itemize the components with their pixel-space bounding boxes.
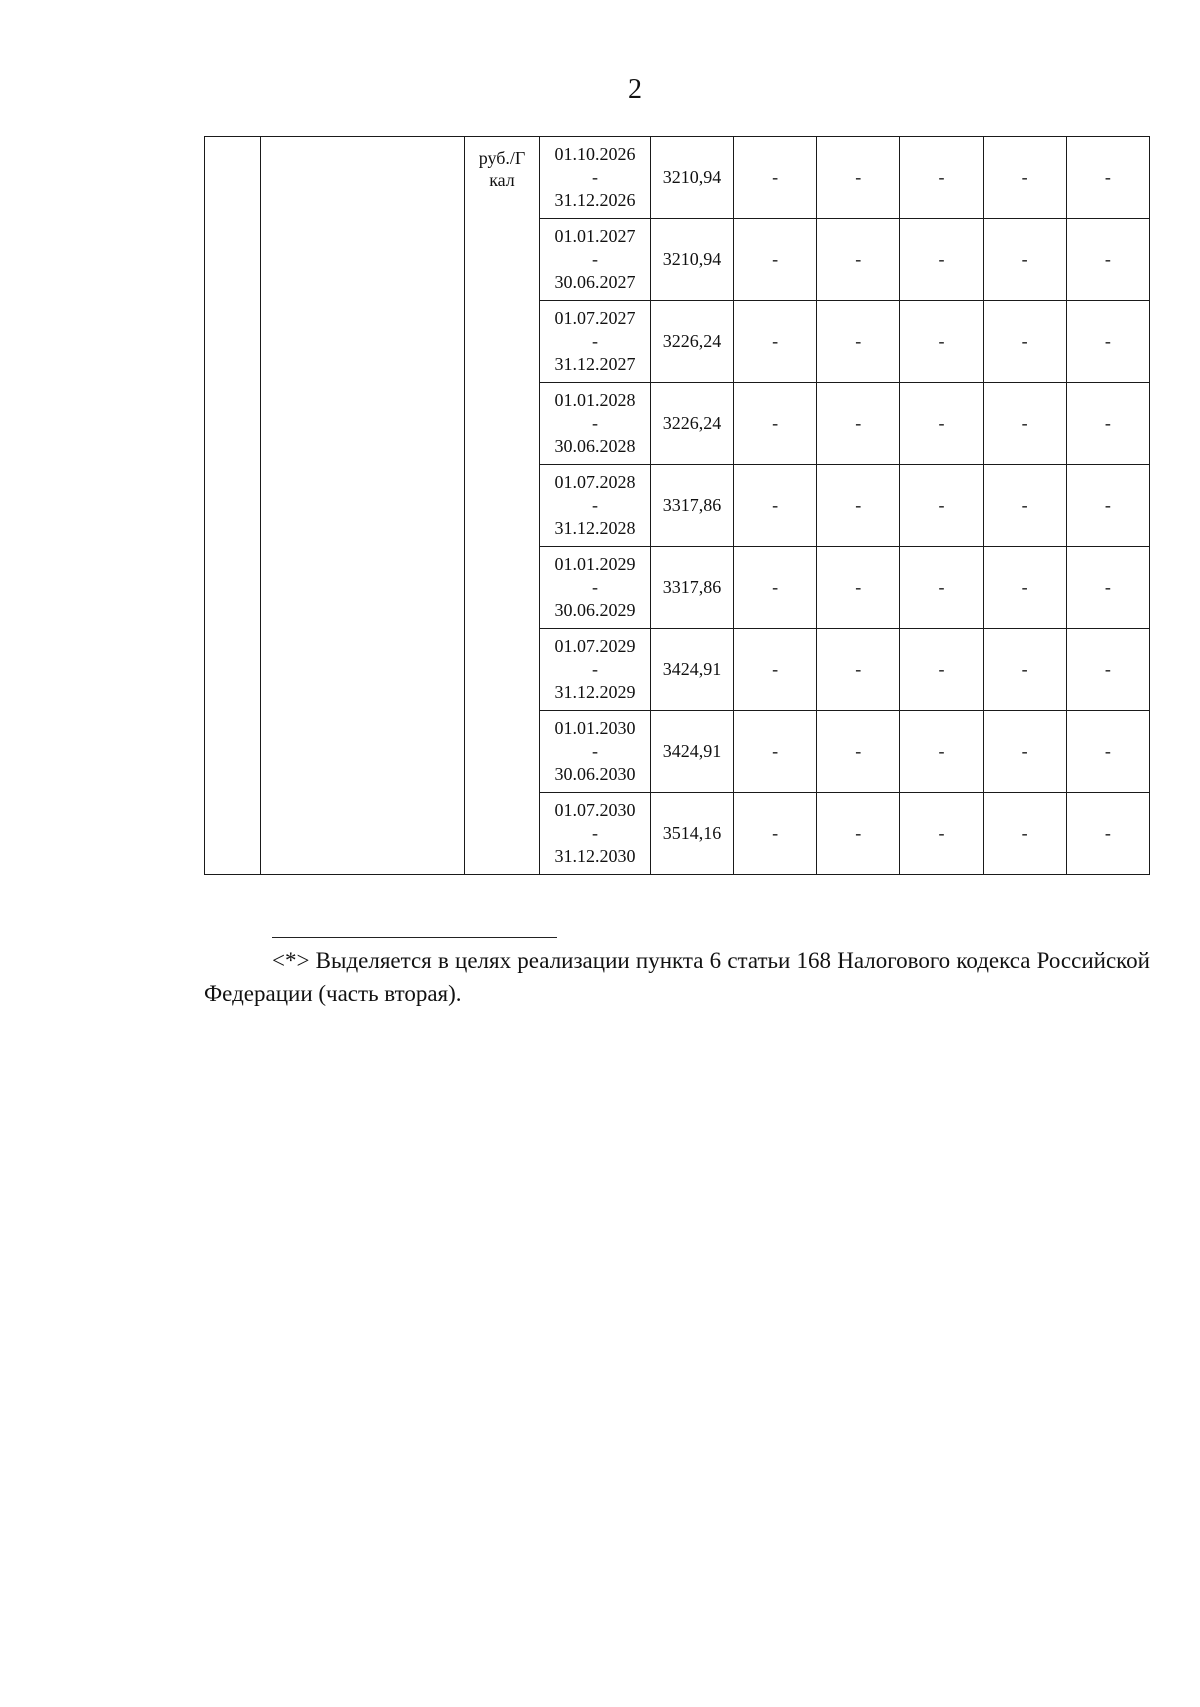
empty-value-cell: -: [900, 383, 983, 465]
empty-value-cell: -: [734, 547, 817, 629]
tariff-value-cell: 3226,24: [651, 301, 734, 383]
period-cell: [540, 547, 651, 629]
period-from: 01.07.2027: [554, 308, 636, 328]
empty-value-cell: -: [900, 629, 983, 711]
period-to: 30.06.2029: [554, 600, 636, 620]
period-cell: [540, 137, 651, 219]
empty-value-cell: -: [734, 219, 817, 301]
row-number-cell: [205, 137, 261, 875]
empty-value-cell: -: [983, 547, 1066, 629]
period-cell: [540, 383, 651, 465]
empty-value-cell: -: [817, 219, 900, 301]
period-to: 31.12.2029: [554, 682, 636, 702]
tariff-table-body: [205, 137, 1150, 875]
empty-value-cell: -: [983, 219, 1066, 301]
empty-value-cell: -: [734, 301, 817, 383]
period-cell: [540, 465, 651, 547]
empty-value-cell: -: [1066, 219, 1149, 301]
period-sep: -: [592, 823, 598, 843]
empty-value-cell: -: [900, 219, 983, 301]
tariff-value-cell: 3226,24: [651, 383, 734, 465]
empty-value-cell: -: [817, 629, 900, 711]
empty-value-cell: -: [1066, 793, 1149, 875]
period-to: 31.12.2028: [554, 518, 636, 538]
period-to: 31.12.2030: [554, 846, 636, 866]
empty-value-cell: -: [983, 711, 1066, 793]
period-sep: -: [592, 741, 598, 761]
period-sep: -: [592, 413, 598, 433]
period-to: 31.12.2027: [554, 354, 636, 374]
empty-value-cell: -: [734, 629, 817, 711]
empty-value-cell: -: [817, 301, 900, 383]
period-sep: -: [592, 577, 598, 597]
tariff-value-cell: 3424,91: [651, 629, 734, 711]
tariff-value-cell: 3317,86: [651, 547, 734, 629]
empty-value-cell: -: [983, 465, 1066, 547]
period-from: 01.01.2027: [554, 226, 636, 246]
unit-cell: руб./Г кал: [465, 137, 540, 875]
period-cell: [540, 793, 651, 875]
empty-value-cell: -: [734, 137, 817, 219]
tariff-value-cell: 3514,16: [651, 793, 734, 875]
tariff-value-cell: 3210,94: [651, 137, 734, 219]
period-from: 01.07.2030: [554, 800, 636, 820]
footnote-text: <*> Выделяется в целях реализации пункта 6 статьи 168 Налогового кодекса Российской Федерации (часть вторая).: [204, 948, 1150, 1006]
empty-value-cell: -: [1066, 711, 1149, 793]
tariff-table: [204, 136, 1150, 875]
period-sep: -: [592, 495, 598, 515]
period-sep: -: [592, 659, 598, 679]
period-cell: [540, 219, 651, 301]
period-sep: -: [592, 331, 598, 351]
empty-value-cell: -: [734, 711, 817, 793]
period-sep: -: [592, 167, 598, 187]
period-from: 01.07.2028: [554, 472, 636, 492]
empty-value-cell: -: [900, 301, 983, 383]
period-from: 01.07.2029: [554, 636, 636, 656]
period-from: 01.01.2029: [554, 554, 636, 574]
empty-value-cell: -: [900, 793, 983, 875]
tariff-value-cell: 3424,91: [651, 711, 734, 793]
empty-value-cell: -: [983, 137, 1066, 219]
empty-value-cell: -: [983, 383, 1066, 465]
empty-value-cell: -: [817, 711, 900, 793]
period-cell: [540, 629, 651, 711]
period-cell: [540, 711, 651, 793]
period-cell: [540, 301, 651, 383]
empty-value-cell: -: [983, 629, 1066, 711]
period-to: 30.06.2027: [554, 272, 636, 292]
footnote-separator: [272, 937, 557, 938]
empty-value-cell: -: [1066, 629, 1149, 711]
empty-value-cell: -: [1066, 383, 1149, 465]
tariff-value-cell: 3210,94: [651, 219, 734, 301]
empty-value-cell: -: [900, 547, 983, 629]
empty-value-cell: -: [734, 465, 817, 547]
empty-value-cell: -: [817, 137, 900, 219]
empty-value-cell: -: [734, 383, 817, 465]
footnote: [204, 944, 1150, 1010]
empty-value-cell: -: [817, 383, 900, 465]
empty-value-cell: -: [900, 137, 983, 219]
page-number: 2: [628, 74, 642, 105]
empty-value-cell: -: [900, 465, 983, 547]
period-sep: -: [592, 249, 598, 269]
period-to: 30.06.2030: [554, 764, 636, 784]
table-row: [205, 137, 1150, 219]
empty-value-cell: -: [1066, 547, 1149, 629]
empty-value-cell: -: [817, 465, 900, 547]
empty-value-cell: -: [900, 711, 983, 793]
empty-value-cell: -: [734, 793, 817, 875]
period-to: 31.12.2026: [554, 190, 636, 210]
period-from: 01.01.2028: [554, 390, 636, 410]
empty-value-cell: -: [817, 547, 900, 629]
consumer-name-cell: [261, 137, 465, 875]
empty-value-cell: -: [1066, 137, 1149, 219]
period-from: 01.10.2026: [554, 144, 636, 164]
period-from: 01.01.2030: [554, 718, 636, 738]
empty-value-cell: -: [983, 793, 1066, 875]
period-to: 30.06.2028: [554, 436, 636, 456]
empty-value-cell: -: [817, 793, 900, 875]
empty-value-cell: -: [1066, 465, 1149, 547]
empty-value-cell: -: [983, 301, 1066, 383]
empty-value-cell: -: [1066, 301, 1149, 383]
tariff-value-cell: 3317,86: [651, 465, 734, 547]
